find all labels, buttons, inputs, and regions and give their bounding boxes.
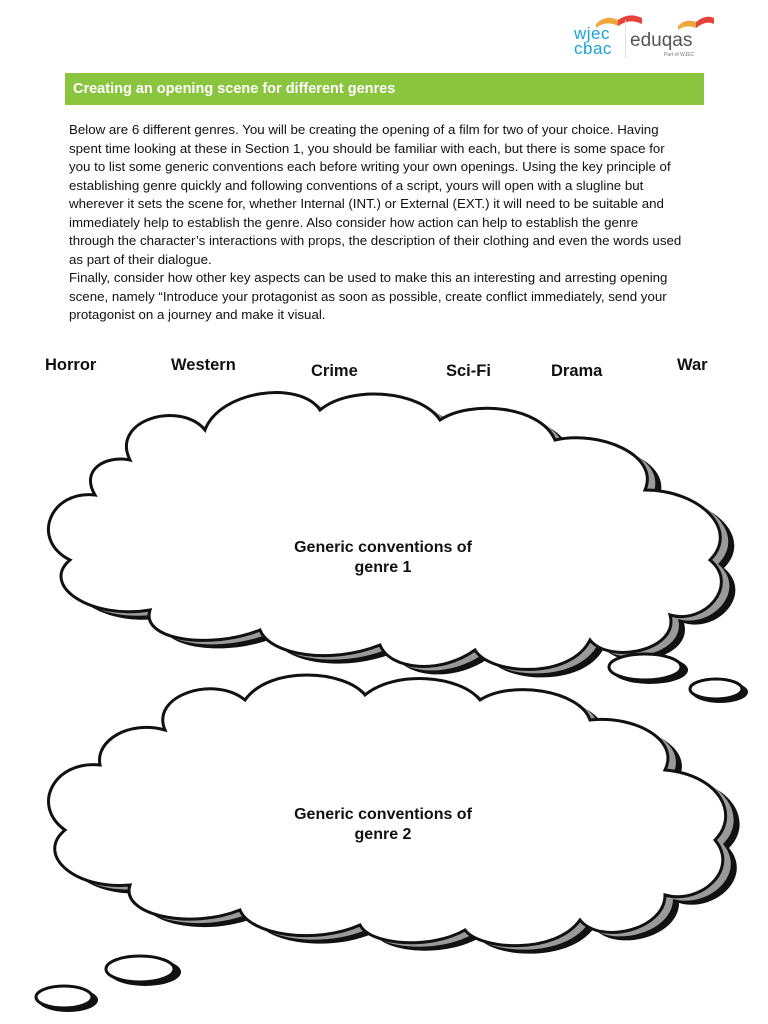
bubble-1-label: [263, 538, 503, 578]
thought-dots-1: [609, 654, 748, 703]
bubble-1-line-2: genre 1: [354, 559, 412, 576]
genre-western: Western: [171, 356, 236, 374]
intro-paragraph-1: Below are 6 different genres. You will be creating the opening of a film for two of your choice. Having spent time looking at these in Section 1, you should be familiar with each, but there is some space for you to list some generic conventions each before writing your own openings. Using the key principle of establishing genre quickly and following conventions of a script, yours will open with a slugline but wherever it sets the scene for, whether Internal (INT.) or External (EXT.) it will need to be suitable and immediately help to establish the genre. Also consider how action can help to establish the genre through the character’s interactions with props, the description of their clothing and even the words used as part of their dialogue.: [69, 122, 682, 267]
eduqas-logo-subtitle: Part of WJEC: [664, 52, 695, 58]
cbac-logo-line2: cbac: [574, 39, 612, 58]
genre-sci-fi: Sci-Fi: [446, 362, 491, 380]
wjec-logo-line1: wjec: [574, 24, 611, 43]
genre-drama: Drama: [551, 362, 603, 380]
genre-horror: Horror: [45, 356, 97, 374]
bubble-2-line-2: genre 2: [354, 826, 412, 843]
intro-paragraph-2: Finally, consider how other key aspects can be used to make this an interesting and arresting opening scene, namely “Introduce your protagonist as soon as possible, create conflict immediately, send your protagonist on a journey and make it visual.: [69, 270, 668, 322]
bubble-1-line-1: Generic conventions of: [294, 539, 472, 556]
genre-crime: Crime: [311, 362, 358, 380]
cloud-bubble-1: [48, 393, 735, 678]
bubble-2-label: [263, 805, 503, 845]
genre-war: War: [677, 356, 708, 374]
section-title: Creating an opening scene for different genres: [73, 81, 396, 97]
thought-dots-2: [36, 956, 181, 1012]
eduqas-logo: eduqas: [630, 30, 693, 51]
bubble-2-line-1: Generic conventions of: [294, 806, 472, 823]
